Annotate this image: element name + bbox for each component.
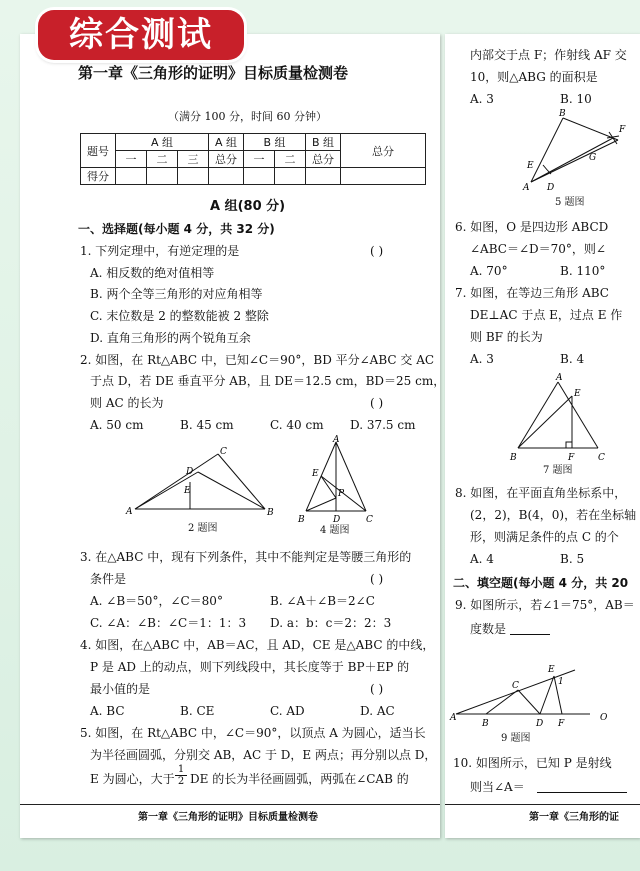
figure-q5: [523, 110, 633, 194]
fig2-label: E: [184, 486, 191, 496]
section-a-heading: A 组(80 分): [210, 199, 286, 214]
q3-option-b: B. ∠A＋∠B＝2∠C: [270, 594, 375, 608]
exam-subtitle: （满分 100 分，时间 60 分钟）: [168, 110, 327, 123]
fig5-label: E: [527, 161, 534, 171]
fig7-label: A: [556, 373, 563, 383]
score-header-cell: A 组: [209, 134, 244, 151]
q6-line: 6. 如图，O 是四边形 ABCD: [455, 220, 609, 234]
q2-line: 则 AC 的长为: [90, 396, 164, 410]
fig4-label: D: [333, 515, 341, 525]
score-table: [80, 133, 426, 185]
score-input-cell[interactable]: [244, 168, 275, 185]
q5-fraction-den: 2: [177, 776, 185, 787]
q1-answer-paren[interactable]: ( ): [370, 244, 384, 258]
q1-stem: 1. 下列定理中，有逆定理的是: [80, 244, 240, 258]
q5-line: DE 的长为半径画圆弧，两弧在∠CAB 的: [190, 772, 409, 786]
q9-line: 度数是: [470, 622, 507, 636]
figure-q2: [126, 444, 280, 524]
q7-option-a: A. 3: [470, 352, 494, 366]
score-header-cell: 二: [275, 151, 306, 168]
fig5-label: D: [547, 183, 555, 193]
fig5-caption: 5 题图: [555, 197, 585, 208]
q4-option-d: D. AC: [360, 704, 395, 718]
right-line: 内部交于点 F；作射线 AF 交: [470, 48, 627, 62]
q6-line: ∠ABC＝∠D＝70°，则∠: [470, 242, 606, 256]
q3-line: 3. 在△ABC 中，现有下列条件，其中不能判定是等腰三角形的: [80, 550, 412, 564]
fig4-label: C: [366, 515, 373, 525]
q2-option-a: A. 50 cm: [90, 418, 144, 432]
q4-line: P 是 AD 上的动点，则下列线段中，其长度等于 BP＋EP 的: [90, 660, 410, 674]
q3-answer-paren[interactable]: ( ): [370, 572, 384, 586]
score-header-cell: B 组: [306, 134, 341, 151]
q5-line: 为半径画圆弧，分别交 AB，AC 于 D，E 两点；再分别以点 D，: [90, 748, 437, 762]
fig9-label: B: [482, 719, 489, 729]
q8-line: (2，2)，B(4，0)，若在坐标轴: [470, 508, 637, 522]
q2-option-b: B. 45 cm: [180, 418, 234, 432]
figure-q7: [510, 372, 610, 464]
q7-line: DE⊥AC 于点 E，过点 E 作: [470, 308, 623, 322]
q6-option-b: B. 110°: [560, 264, 606, 278]
fig4-label: E: [312, 469, 319, 479]
score-input-cell[interactable]: [341, 168, 426, 185]
q4-answer-paren[interactable]: ( ): [370, 682, 384, 696]
left-page: [20, 34, 446, 838]
score-header-cell: 题号: [81, 134, 116, 168]
fig9-label: O: [600, 713, 608, 723]
footer-left: 第一章《三角形的证明》目标质量检测卷: [138, 812, 318, 823]
figure-q9: [450, 660, 640, 730]
score-input-cell[interactable]: [209, 168, 244, 185]
fig2-label: A: [126, 507, 133, 517]
q4-option-b: B. CE: [180, 704, 215, 718]
q9-answer-blank[interactable]: [510, 624, 550, 635]
q10-line: 10. 如图所示，已知 P 是射线: [453, 756, 612, 770]
q3-option-c: C. ∠A：∠B：∠C＝1：1：3: [90, 616, 247, 630]
fig2-label: B: [267, 508, 274, 518]
score-input-cell[interactable]: [178, 168, 209, 185]
q2-option-c: C. 40 cm: [270, 418, 324, 432]
q1-option-c: C. 末位数是 2 的整数能被 2 整除: [90, 309, 269, 323]
q1-option-b: B. 两个全等三角形的对应角相等: [90, 287, 263, 301]
q2-answer-paren[interactable]: ( ): [370, 396, 384, 410]
fig5-label: F: [619, 125, 626, 135]
fig5-label: G: [589, 153, 597, 163]
exam-title: 第一章《三角形的证明》目标质量检测卷: [78, 64, 349, 82]
right-option-a: A. 3: [470, 92, 494, 106]
score-input-cell[interactable]: [275, 168, 306, 185]
footer-rule: [20, 804, 440, 805]
fig7-caption: 7 题图: [543, 465, 573, 476]
q1-option-a: A. 相反数的绝对值相等: [90, 266, 215, 280]
fig9-label: F: [558, 719, 565, 729]
q8-option-a: A. 4: [470, 552, 494, 566]
q8-line: 形，则满足条件的点 C 的个: [470, 530, 619, 544]
fig7-label: E: [574, 389, 581, 399]
fig7-label: C: [598, 453, 605, 463]
q2-line: 于点 D，若 DE 垂直平分 AB，且 DE＝12.5 cm，BD＝25 cm，: [90, 374, 446, 388]
q4-line: 最小值的是: [90, 682, 151, 696]
fig4-label: A: [333, 435, 340, 445]
q5-fraction: [175, 764, 187, 787]
score-header-cell: 得分: [81, 168, 116, 185]
fig9-label: E: [548, 665, 555, 675]
q4-line: 4. 如图，在△ABC 中，AB＝AC，且 AD，CE 是△ABC 的中线，: [80, 638, 435, 652]
fig4-label: P: [338, 489, 345, 499]
fig2-caption: 2 题图: [188, 523, 218, 534]
right-page: [445, 34, 640, 838]
fig9-caption: 9 题图: [501, 733, 531, 744]
part2-heading: 二、填空题(每小题 4 分，共 20: [453, 576, 629, 590]
fig9-label: A: [450, 713, 457, 723]
q2-option-d: D. 37.5 cm: [350, 418, 416, 432]
q10-line: 则当∠A＝: [470, 780, 525, 794]
q7-line: 则 BF 的长为: [470, 330, 543, 344]
score-header-cell: 总分: [209, 151, 244, 168]
fig7-label: B: [510, 453, 517, 463]
footer-right: 第一章《三角形的证: [529, 812, 619, 823]
footer-rule: [445, 804, 640, 805]
q7-option-b: B. 4: [560, 352, 585, 366]
score-input-cell[interactable]: [116, 168, 147, 185]
part1-heading: 一、选择题(每小题 4 分，共 32 分): [78, 222, 275, 236]
fig9-label: D: [536, 719, 544, 729]
q3-option-d: D. a：b：c＝2：2：3: [270, 616, 392, 630]
q6-option-a: A. 70°: [470, 264, 508, 278]
score-input-cell[interactable]: [147, 168, 178, 185]
q4-option-c: C. AD: [270, 704, 305, 718]
fig5-label: B: [559, 109, 566, 119]
q3-option-a: A. ∠B＝50°，∠C＝80°: [90, 594, 223, 608]
q7-line: 7. 如图，在等边三角形 ABC: [455, 286, 609, 300]
q5-line: E 为圆心，大于: [90, 772, 175, 786]
score-header-cell: 一: [116, 151, 147, 168]
q4-option-a: A. BC: [90, 704, 125, 718]
banner-badge: 综合测试: [38, 10, 244, 60]
fig9-label: C: [512, 681, 519, 691]
score-header-cell: 一: [244, 151, 275, 168]
q2-line: 2. 如图，在 Rt△ABC 中，已知∠C＝90°，BD 平分∠ABC 交 AC: [80, 353, 435, 367]
q5-line: 5. 如图，在 Rt△ABC 中，∠C＝90°，以顶点 A 为圆心，适当长: [80, 726, 426, 740]
q5-fraction-num: 1: [175, 764, 187, 776]
q10-answer-blank[interactable]: [537, 782, 627, 793]
right-option-b: B. 10: [560, 92, 592, 106]
score-header-cell: B 组: [244, 134, 306, 151]
right-line: 10，则△ABG 的面积是: [470, 70, 598, 84]
q8-line: 8. 如图，在平面直角坐标系中，: [455, 486, 627, 500]
fig5-label: A: [523, 183, 530, 193]
q1-option-d: D. 直角三角形的两个锐角互余: [90, 331, 251, 345]
q3-line: 条件是: [90, 572, 127, 586]
score-input-cell[interactable]: [306, 168, 341, 185]
score-header-cell: 二: [147, 151, 178, 168]
score-header-cell: 总分: [341, 134, 426, 168]
score-header-cell: A 组: [116, 134, 209, 151]
q9-line: 9. 如图所示，若∠1＝75°，AB＝: [455, 598, 635, 612]
fig7-label: F: [568, 453, 575, 463]
fig4-caption: 4 题图: [320, 525, 350, 536]
fig4-label: B: [298, 515, 305, 525]
fig9-label: 1: [558, 677, 564, 687]
fig2-label: D: [186, 467, 194, 477]
q8-option-b: B. 5: [560, 552, 585, 566]
score-header-cell: 三: [178, 151, 209, 168]
score-header-cell: 总分: [306, 151, 341, 168]
figure-q4: [300, 436, 380, 526]
fig2-label: C: [220, 447, 227, 457]
